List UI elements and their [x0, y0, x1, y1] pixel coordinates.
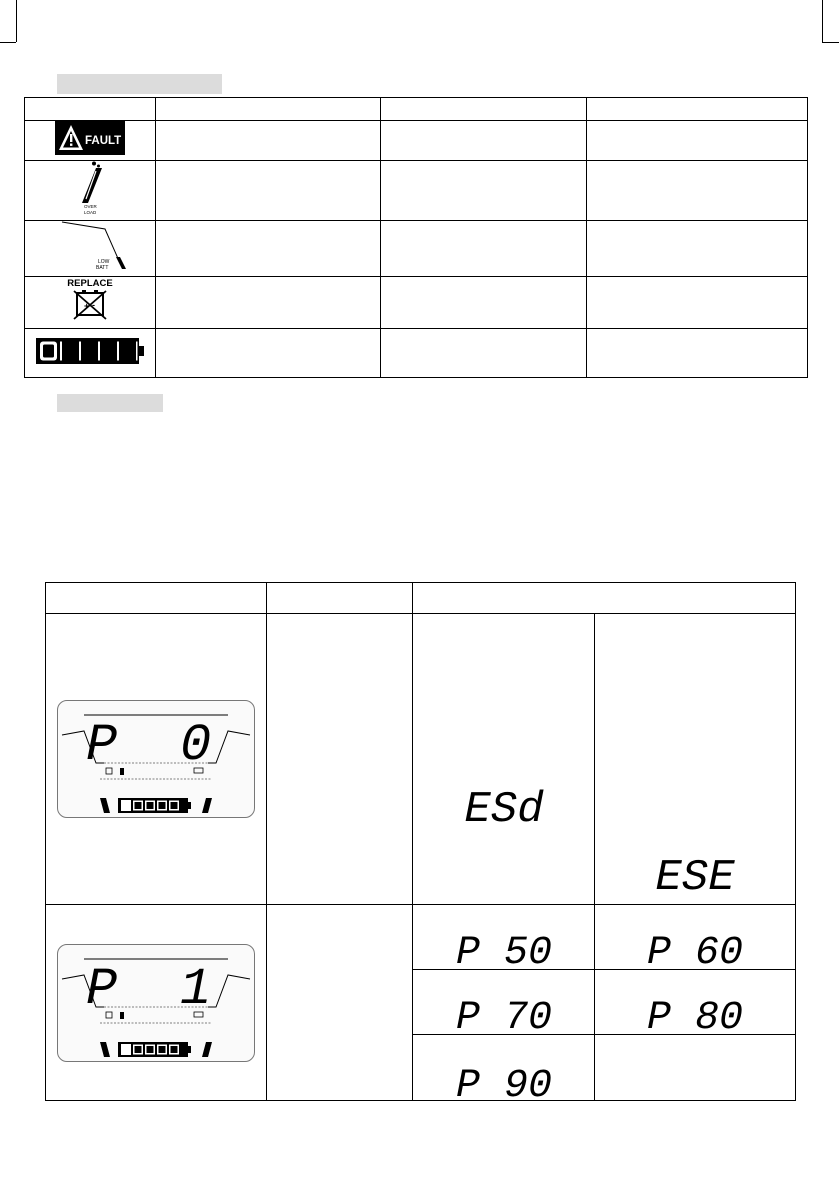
- option-p80-text: P 80: [646, 996, 744, 1034]
- settings-section-heading: [57, 394, 163, 412]
- settings-header-row: [46, 583, 796, 614]
- replace-icon-cell: [25, 277, 156, 329]
- low-battery-icon-cell: [25, 221, 156, 277]
- option-ese: [635, 844, 755, 904]
- cell: [595, 1035, 796, 1101]
- alarm-row-battery-level: [25, 329, 808, 378]
- replace-label: REPLACE: [67, 278, 113, 289]
- cell: [587, 277, 808, 329]
- option-p70: [424, 984, 584, 1034]
- low-battery-bar-icon: [50, 221, 130, 271]
- option-p70-text: P 70: [455, 996, 552, 1034]
- cell: [156, 221, 381, 277]
- header-cell: [25, 98, 156, 121]
- alarm-icon-table: [24, 97, 808, 378]
- overload-bar-icon: [60, 161, 120, 215]
- cell: [381, 329, 587, 378]
- alarm-table-header-row: [25, 98, 808, 121]
- cell: [381, 121, 587, 161]
- option-cell-p60: [595, 905, 796, 970]
- option-p90-text: P 90: [455, 1064, 552, 1100]
- battery-level-icon: [35, 337, 145, 365]
- lcd-cell: [46, 905, 267, 1101]
- fault-icon-cell: [25, 121, 156, 161]
- cell: [381, 161, 587, 221]
- option-cell-p70: [413, 970, 595, 1035]
- crop-mark-right-h: [822, 42, 839, 43]
- fault-label: FAULT: [85, 135, 122, 147]
- crop-mark-left-h: [0, 42, 16, 43]
- lcd-char-1: P: [86, 716, 118, 775]
- overload-icon-cell: [25, 161, 156, 221]
- cell: [156, 161, 381, 221]
- cell: [381, 221, 587, 277]
- cell: [267, 614, 413, 905]
- header-cell: [267, 583, 413, 614]
- fault-warning-icon: [55, 121, 125, 155]
- lcd-char-1: P: [86, 959, 118, 1019]
- alarm-row-replace: [25, 277, 808, 329]
- crop-mark-right: [822, 0, 823, 42]
- svg-text:+: +: [84, 301, 90, 311]
- option-esd-text: ESd: [463, 785, 544, 835]
- cell: [587, 121, 808, 161]
- option-p50-text: P 50: [455, 931, 552, 969]
- alarm-row-low-battery: [25, 221, 808, 277]
- header-cell: [413, 583, 796, 614]
- option-p90: [424, 1050, 584, 1100]
- option-cell-esd: [413, 614, 595, 905]
- cell: [156, 277, 381, 329]
- option-cell-p90: [413, 1035, 595, 1101]
- lcd-display-p0: [57, 700, 255, 818]
- lcd-char-2: 0: [180, 716, 212, 775]
- header-cell: [156, 98, 381, 121]
- lcd-char-2: 1: [180, 959, 212, 1019]
- low-batt-label-1: LOW: [98, 259, 110, 265]
- settings-row-p1: [46, 905, 796, 970]
- replace-battery-icon: [60, 277, 120, 323]
- option-p60: [615, 919, 775, 969]
- option-p50: [424, 919, 584, 969]
- lcd-cell: [46, 614, 267, 905]
- cell: [587, 329, 808, 378]
- battery-level-icon-cell: [25, 329, 156, 378]
- cell: [587, 221, 808, 277]
- alarm-row-overload: [25, 161, 808, 221]
- alarm-section-heading: [57, 74, 222, 94]
- crop-mark-left: [16, 0, 17, 42]
- settings-row-p0: [46, 614, 796, 905]
- cell: [267, 905, 413, 1101]
- header-cell: [46, 583, 267, 614]
- option-p80: [615, 984, 775, 1034]
- settings-table: [45, 582, 796, 1101]
- overload-label-2: LOAD: [84, 210, 97, 215]
- cell: [156, 121, 381, 161]
- option-cell-ese: [595, 614, 796, 905]
- option-esd: [444, 776, 564, 836]
- option-ese-text: ESE: [655, 853, 735, 903]
- option-cell-p80: [595, 970, 796, 1035]
- header-cell: [587, 98, 808, 121]
- lcd-display-p1: [57, 944, 255, 1062]
- header-cell: [381, 98, 587, 121]
- low-batt-label-2: BATT: [96, 265, 109, 271]
- cell: [587, 161, 808, 221]
- svg-text:-: -: [92, 300, 95, 310]
- cell: [381, 277, 587, 329]
- cell: [156, 329, 381, 378]
- overload-label-1: OVER: [84, 204, 97, 209]
- option-p60-text: P 60: [646, 931, 744, 969]
- option-cell-p50: [413, 905, 595, 970]
- alarm-row-fault: [25, 121, 808, 161]
